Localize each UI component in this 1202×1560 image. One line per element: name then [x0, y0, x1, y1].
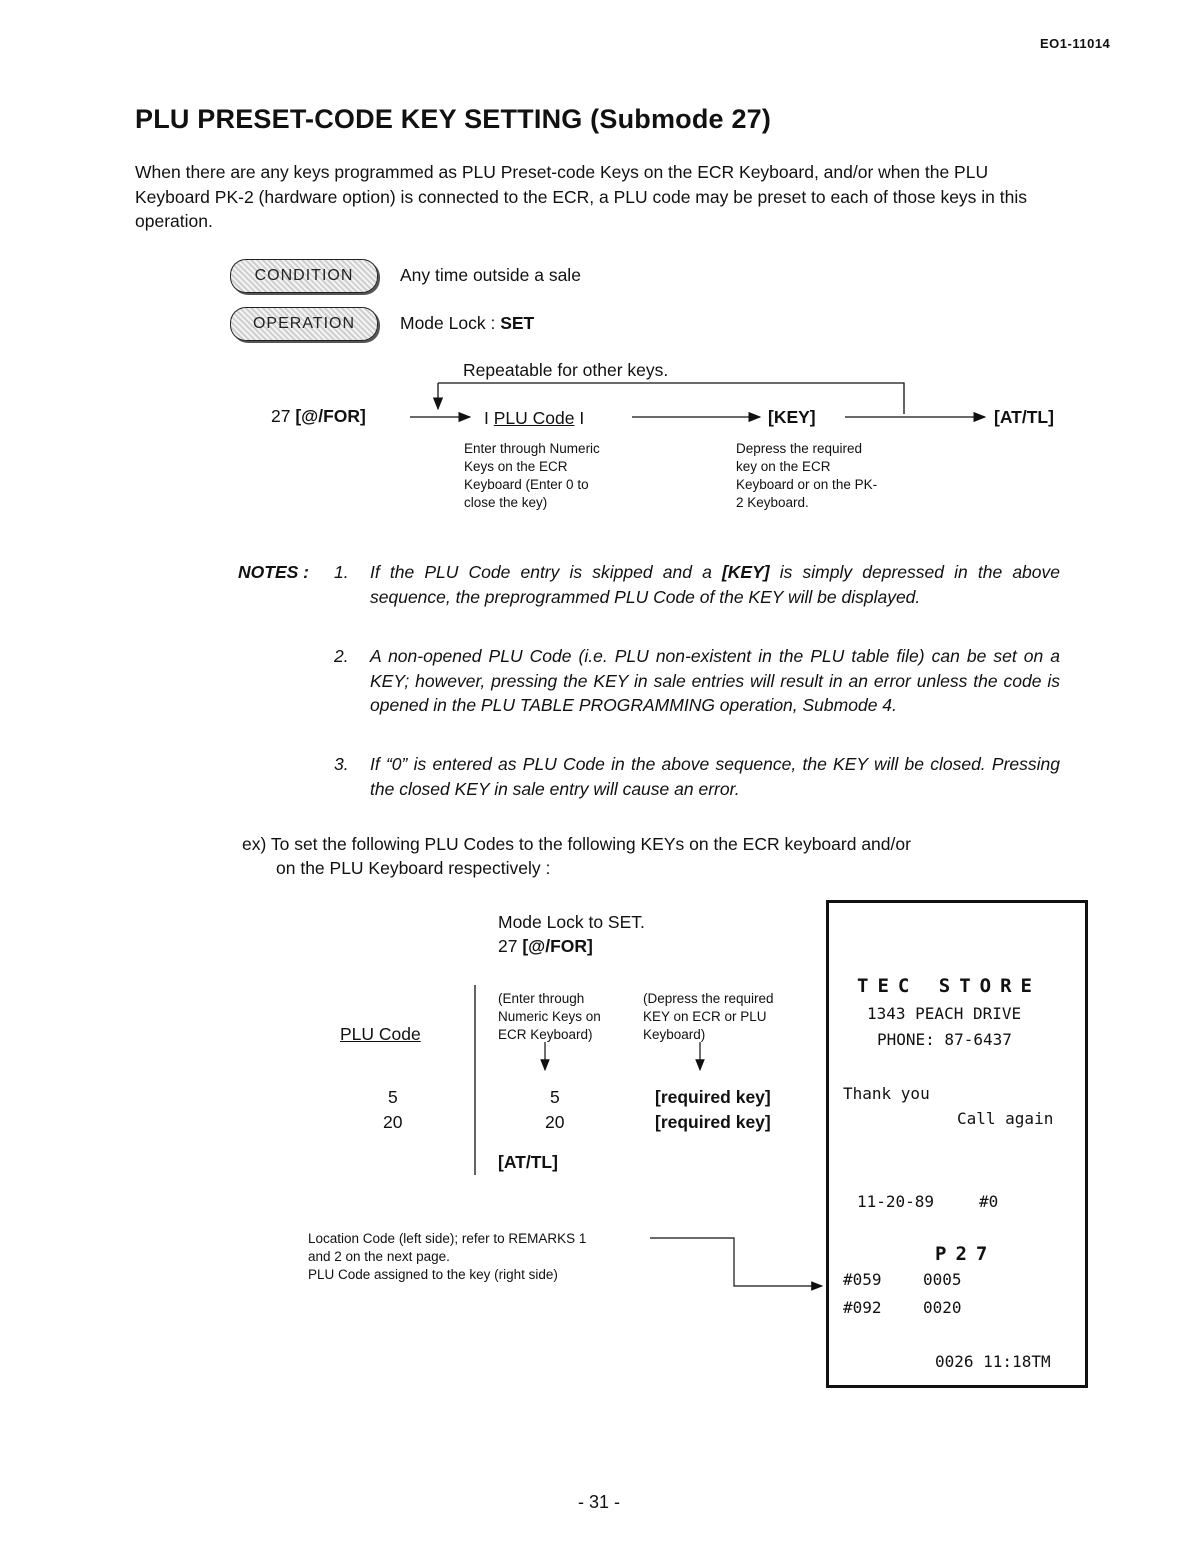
condition-text: Any time outside a sale: [400, 265, 581, 285]
ex-row-2-key: [required key]: [655, 1112, 771, 1132]
seq-key: [KEY]: [768, 407, 816, 427]
location-note-line: Location Code (left side); refer to REMARKS 1: [308, 1231, 587, 1246]
receipt-address: 1343 PEACH DRIVE: [867, 1004, 1022, 1023]
col3-note-line: Keyboard): [643, 1027, 706, 1042]
receipt-number: #0: [979, 1192, 999, 1211]
receipt-store: TEC STORE: [857, 975, 1041, 997]
key-note-line: 2 Keyboard.: [736, 495, 809, 510]
receipt-line-2-code: 0020: [923, 1298, 962, 1317]
col3-note-line: KEY on ECR or PLU: [643, 1009, 767, 1024]
note-1-pre: If the PLU Code entry is skipped and a: [370, 562, 722, 582]
location-note-line: and 2 on the next page.: [308, 1249, 450, 1264]
page-title: PLU PRESET-CODE KEY SETTING (Submode 27): [135, 104, 772, 134]
note-1-key: [KEY]: [721, 562, 770, 582]
ex-end: [AT/TL]: [498, 1152, 558, 1172]
page-number: - 31 -: [578, 1492, 621, 1512]
col2-note-line: ECR Keyboard): [498, 1027, 593, 1042]
note-3-number: 3.: [334, 754, 349, 774]
receipt-date: 11-20-89: [857, 1192, 935, 1211]
ex-row-2-plu: 20: [383, 1112, 403, 1132]
ex-plu-code-header: PLU Code: [340, 1024, 421, 1044]
receipt-mode: P27: [935, 1243, 997, 1265]
plu-note-line: close the key): [464, 495, 548, 510]
seq-plu-right: I: [579, 408, 585, 428]
plu-note-line: Enter through Numeric: [464, 441, 600, 456]
receipt-line-1-loc: #059: [843, 1270, 882, 1289]
receipt-line-1-code: 0005: [923, 1270, 962, 1289]
note-1-post: is simply depressed in the above sequence, the preprogrammed PLU Code of the KEY will be displayed.: [370, 562, 1061, 607]
ex-row-2-enter: 20: [545, 1112, 565, 1132]
col3-note-line: (Depress the required: [643, 991, 774, 1006]
receipt: [826, 900, 1088, 1388]
receipt-phone: PHONE: 87-6437: [877, 1030, 1012, 1049]
key-note-line: key on the ECR: [736, 459, 831, 474]
ex-mode-lock: Mode Lock to SET.: [498, 912, 645, 932]
receipt-thank: Thank you: [843, 1084, 930, 1103]
key-note-line: Keyboard or on the PK-: [736, 477, 878, 492]
note-3: If “0” is entered as PLU Code in the above sequence, the KEY will be closed. Pressing the closed KEY in sale entry will cause an error.: [370, 754, 1060, 799]
plu-note-line: Keys on the ECR: [464, 459, 568, 474]
ex-row-1-enter: 5: [550, 1087, 560, 1107]
seq-plu-left: I: [484, 408, 489, 428]
ex-col2-note: [498, 990, 601, 1044]
ex-row-1-plu: 5: [388, 1087, 398, 1107]
ex-row-1-key: [required key]: [655, 1087, 771, 1107]
example-line-1: ex) To set the following PLU Codes to the following KEYs on the ECR keyboard and/or: [242, 834, 911, 854]
operation-value: SET: [500, 313, 535, 333]
note-2-number: 2.: [334, 646, 349, 666]
example-line-2: on the PLU Keyboard respectively :: [276, 858, 551, 878]
receipt-line-2-loc: #092: [843, 1298, 882, 1317]
seq-plu-label: PLU Code: [493, 408, 575, 428]
col2-note-line: (Enter through: [498, 991, 585, 1006]
repeat-label: Repeatable for other keys.: [463, 360, 669, 380]
note-1-number: 1.: [334, 562, 349, 582]
note-2: A non-opened PLU Code (i.e. PLU non-existent in the PLU table file) can be set on a KEY; however, pressing the KEY in sale entries will result in an error unless the code is opened in the PLU TABLE PROGRAMMING operation, Submode 4.: [370, 646, 1060, 715]
operation-badge: OPERATION: [230, 307, 378, 341]
ex-start-number: 27: [498, 936, 518, 956]
condition-badge: CONDITION: [230, 259, 378, 293]
seq-end: [AT/TL]: [994, 407, 1054, 427]
plu-note-line: Keyboard (Enter 0 to: [464, 477, 589, 492]
receipt-footer: 0026 11:18TM: [935, 1352, 1051, 1371]
col2-note-line: Numeric Keys on: [498, 1009, 601, 1024]
seq-start-key: [@/FOR]: [295, 406, 366, 426]
document-id: EO1-11014: [1040, 36, 1111, 51]
receipt-call: Call again: [957, 1109, 1054, 1128]
intro-paragraph: When there are any keys programmed as PLU Preset-code Keys on the ECR Keyboard, and/or when the PLU Keyboard PK-2 (hardware option) is connected to the ECR, a PLU code may be preset to each of those keys in this operation.: [135, 162, 1028, 231]
seq-start-number: 27: [271, 406, 291, 426]
operation-label: Mode Lock :: [400, 313, 501, 333]
ex-start-key: [@/FOR]: [522, 936, 593, 956]
notes-label: NOTES :: [238, 562, 309, 582]
location-note-line: PLU Code assigned to the key (right side): [308, 1267, 558, 1282]
ex-col3-note: [643, 990, 774, 1044]
location-pointer: [650, 1238, 822, 1286]
key-note-line: Depress the required: [736, 441, 863, 456]
location-note: [308, 1230, 586, 1284]
